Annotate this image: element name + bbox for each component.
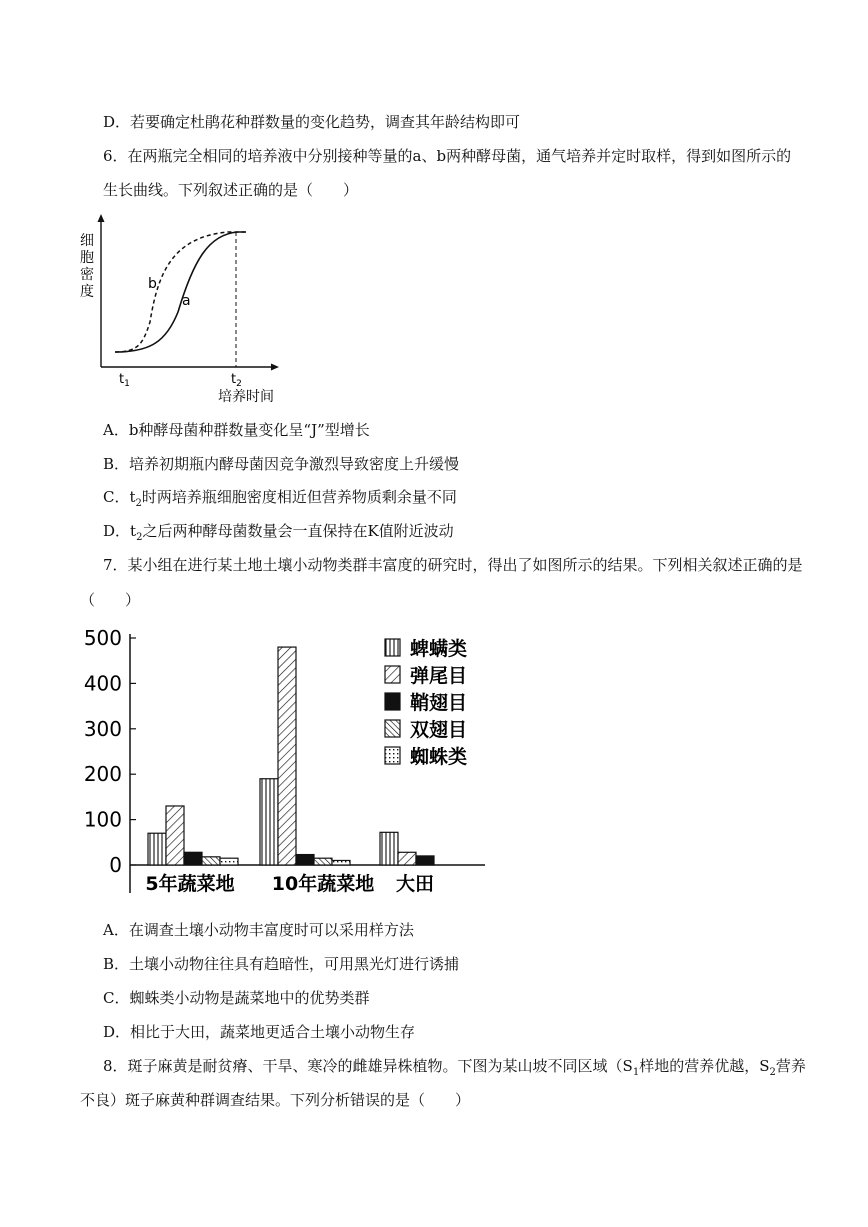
y-tick-label: 500: [83, 626, 122, 650]
y-label-1: 细: [80, 233, 94, 249]
bar-dots: [220, 858, 238, 865]
legend-label: 蜘蛛类: [410, 746, 468, 768]
legend-label: 蜱螨类: [410, 638, 468, 660]
category-label: 10年蔬菜地: [271, 873, 375, 895]
legend-swatch: [385, 639, 400, 656]
bar-diag: [278, 647, 296, 865]
y-tick-label: 0: [109, 853, 122, 877]
legend-swatch: [385, 693, 400, 710]
category-label: 大田: [395, 873, 435, 895]
legend-swatch: [385, 747, 400, 764]
q6-option-c: C．$t_2$时两培养瓶细胞密度相近但营养物质剩余量不同: [103, 488, 457, 509]
legend-label: 弹尾目: [410, 665, 468, 687]
curve-a-label: a: [182, 293, 191, 309]
legend-label: 鞘翅目: [410, 692, 468, 714]
q7-option-d: D．相比于大田，蔬菜地更适合土壤小动物生存: [103, 1023, 416, 1041]
q6-stem-line2: 生长曲线。下列叙述正确的是（ ）: [103, 181, 359, 199]
curve-b-label: b: [148, 276, 157, 292]
q7-stem-line2: （ ）: [80, 591, 141, 609]
q6-stem-line1: 6．在两瓶完全相同的培养液中分别接种等量的a、b两种酵母菌，通气培养并定时取样，得到如图所示的: [103, 147, 792, 165]
y-tick-label: 200: [83, 762, 122, 787]
q8-stem-line1: 8．斑子麻黄是耐贫瘠、干旱、寒冷的雌雄异株植物。下图为某山坡不同区域（$S_1$样地的营养优越，$S_2$营养: [103, 1057, 806, 1078]
legend-swatch: [385, 720, 400, 737]
t1-label: $t_1$: [119, 372, 130, 389]
q7-stem-line1: 7．某小组在进行某土地土壤小动物类群丰富度的研究时，得出了如图所示的结果。下列相关叙述正确的是: [103, 556, 803, 574]
bar-backdiag: [202, 857, 220, 865]
q7-option-a: A．在调查土壤小动物丰富度时可以采用样方法: [103, 921, 414, 939]
legend-swatch: [385, 666, 400, 683]
y-axis-arrow: [98, 214, 105, 222]
growth-curve-figure: [78, 212, 298, 408]
y-label-2: 胞: [80, 250, 94, 266]
curve-b: [115, 232, 246, 352]
bar-backdiag: [314, 858, 332, 865]
bar-vertical: [380, 832, 398, 865]
bar-vertical: [148, 833, 166, 865]
q6-option-d: D．$t_2$之后两种酵母菌数量会一直保持在K值附近波动: [103, 522, 454, 543]
legend-label: 双翅目: [410, 719, 468, 741]
bar-solid: [296, 855, 314, 865]
bar-vertical: [260, 779, 278, 865]
curve-a: [115, 232, 246, 352]
bar-solid: [184, 852, 202, 865]
bar-solid: [416, 856, 434, 865]
y-label-4: 度: [80, 284, 94, 300]
x-axis-label: 培养时间: [218, 389, 274, 405]
x-axis-arrow: [271, 364, 279, 371]
bar-diag: [166, 806, 184, 865]
y-tick-label: 400: [83, 671, 122, 696]
y-label-3: 密: [80, 267, 94, 283]
q5-option-d: D．若要确定杜鹃花种群数量的变化趋势，调查其年龄结构即可: [103, 113, 521, 131]
bar-dots: [332, 860, 350, 865]
q8-stem-line2: 不良）斑子麻黄种群调查结果。下列分析错误的是（ ）: [80, 1091, 471, 1109]
y-tick-label: 300: [83, 716, 122, 741]
q6-option-a: A．b种酵母菌种群数量变化呈“J”型增长: [103, 421, 370, 439]
q6-option-b: B．培养初期瓶内酵母菌因竞争激烈导致密度上升缓慢: [103, 455, 460, 473]
q7-option-b: B．土壤小动物往往具有趋暗性，可用黑光灯进行诱捕: [103, 955, 460, 973]
q7-option-c: C．蜘蛛类小动物是蔬菜地中的优势类群: [103, 989, 370, 1007]
soil-animal-bar-chart: [80, 620, 500, 905]
bar-diag: [398, 852, 416, 865]
t2-label: $t_2$: [231, 372, 242, 389]
category-label: 5年蔬菜地: [145, 873, 235, 895]
y-tick-label: 100: [83, 807, 122, 832]
